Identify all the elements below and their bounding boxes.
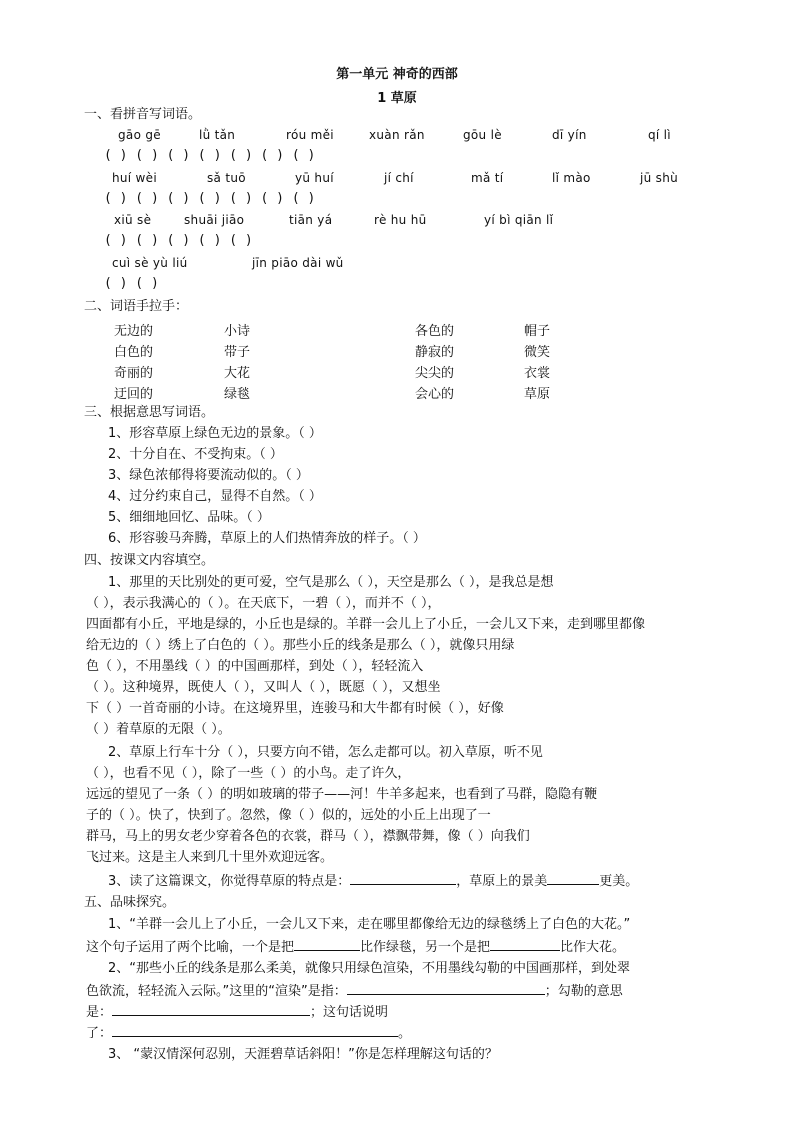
question-line: 3、 “蒙汉情深何忍别，天涯碧草话斜阳！”你是怎样理解这句话的？ [108,1047,498,1062]
question-text: 这个句子运用了两个比喻，一个是把 [86,940,295,955]
pinyin: mǎ tí [471,171,504,185]
pinyin: jū shù [640,171,679,185]
fill-line[interactable]: （ ），表示我满心的（ ）。在天底下，一碧（ ），而并不（ ）， [86,596,441,611]
answer-blanks[interactable]: ( ) ( ) ( ) ( ) ( ) ( ) ( ) [104,148,316,163]
question-text: 色欲流，轻轻流入云际。”这里的“渲染”是指： [86,984,347,999]
match-word[interactable]: 静寂的 [415,345,455,360]
match-word[interactable]: 各色的 [415,324,455,339]
definition-item[interactable]: 3、绿色浓郁得将要流动似的。（ ） [108,468,309,483]
question-text: 更美。 [599,874,639,889]
match-word[interactable]: 带子 [224,345,251,360]
fill-line[interactable]: （ ）着草原的无限（ ）。 [86,722,231,737]
section-5-heading: 五、品味探究。 [84,895,176,910]
match-word[interactable]: 衣裳 [524,366,551,381]
pinyin: qí lì [648,128,671,142]
match-word[interactable]: 大花 [224,366,251,381]
fill-line[interactable]: 2、草原上行车十分（ ），只要方向不错，怎么走都可以。初入草原，听不见 [108,745,543,760]
match-word[interactable]: 会心的 [415,387,455,402]
question-text: ；勾勒的意思 [544,984,623,999]
definition-item[interactable]: 6、形容骏马奔腾，草原上的人们热情奔放的样子。（ ） [108,531,426,546]
fill-line[interactable]: 给无边的（ ）绣上了白色的（ ）。那些小丘的线条是那么（ ），就像只用绿 [86,638,515,653]
pinyin: shuāi jiāo [184,213,245,227]
match-word[interactable]: 尖尖的 [415,366,455,381]
question-text: 了： [86,1026,113,1041]
unit-title: 第一单元 神奇的西部 [336,67,458,82]
definition-item[interactable]: 4、过分约束自己，显得不自然。（ ） [108,489,322,504]
match-word[interactable]: 迂回的 [114,387,154,402]
fill-line[interactable]: 远远的望见了一条（ ）的明如玻璃的带子——河！牛羊多起来，也看到了马群，隐隐有鞭 [86,787,598,802]
answer-blanks[interactable]: ( ) ( ) ( ) ( ) ( ) [104,233,253,248]
answer-underline[interactable] [294,937,360,951]
definition-item[interactable]: 2、十分自在、不受拘束。（ ） [108,447,283,462]
question-text: ；这句话说明 [310,1005,389,1020]
fill-line[interactable]: 子的（ ）。快了，快到了。忽然，像（ ）似的，远处的小丘上出现了一 [86,808,491,823]
pinyin: yí bì qiān lǐ [484,213,554,227]
question-text: 是： [86,1005,113,1020]
pinyin: gōu lè [463,128,502,142]
answer-underline[interactable] [112,1023,398,1037]
pinyin: lǜ tǎn [199,128,236,142]
pinyin: gāo gē [118,128,161,142]
fill-line: 四面都有小丘，平地是绿的，小丘也是绿的。羊群一会儿上了小丘，一会儿又下来，走到哪里都像 [86,617,646,632]
pinyin: sǎ tuō [207,171,246,185]
pinyin: huí wèi [112,171,157,185]
pinyin: lǐ mào [552,171,591,185]
fill-line[interactable]: （ ）。这种境界，既使人（ ），又叫人（ ），既愿（ ），又想坐 [86,680,441,695]
match-word[interactable]: 绿毯 [224,387,251,402]
section-1-heading: 一、看拼音写词语。 [84,107,202,122]
fill-line: 飞过来。这是主人来到几十里外欢迎远客。 [86,850,334,865]
answer-underline[interactable] [350,871,456,885]
pinyin: yū huí [295,171,334,185]
question-text: 。 [398,1026,412,1041]
fill-line[interactable]: 1、那里的天比别处的更可爱，空气是那么（ ），天空是那么（ ），是我总是想 [108,575,554,590]
fill-line[interactable] [108,871,638,891]
question-text: 3、读了这篇课文，你觉得草原的特点是： [108,874,351,889]
match-word[interactable]: 微笑 [524,345,551,360]
definition-item[interactable]: 1、形容草原上绿色无边的景象。（ ） [108,426,322,441]
answer-blanks[interactable]: ( ) ( ) [104,276,159,291]
match-word[interactable]: 帽子 [524,324,551,339]
definition-item[interactable]: 5、细细地回忆、品味。（ ） [108,510,270,525]
pinyin: rè hu hū [374,213,427,227]
question-line[interactable] [86,981,623,1001]
match-word[interactable]: 草原 [524,387,551,402]
pinyin: cuì sè yù liú [112,256,188,270]
pinyin: dī yín [552,128,587,142]
pinyin: róu měi [286,128,334,142]
question-line: 1、“羊群一会儿上了小丘，一会儿又下来，走在哪里都像给无边的绿毯绣上了白色的大花。” [108,917,631,932]
question-text: 比作绿毯，另一个是把 [360,940,491,955]
match-word[interactable]: 小诗 [224,324,251,339]
pinyin: jí chí [384,171,414,185]
pinyin: jīn piāo dài wǔ [252,256,344,270]
section-3-heading: 三、根据意思写词语。 [84,405,215,420]
fill-line[interactable]: 群马，马上的男女老少穿着各色的衣裳，群马（ ），襟飘带舞，像（ ）向我们 [86,829,530,844]
section-2-heading: 二、词语手拉手： [84,299,189,314]
answer-blanks[interactable]: ( ) ( ) ( ) ( ) ( ) ( ) ( ) [104,191,316,206]
fill-line[interactable]: 色（ ），不用墨线（ ）的中国画那样，到处（ ），轻轻流入 [86,659,424,674]
pinyin: xiū sè [114,213,152,227]
answer-underline[interactable] [490,937,560,951]
match-word[interactable]: 无边的 [114,324,154,339]
question-text: 比作大花。 [560,940,626,955]
answer-underline[interactable] [547,871,599,885]
pinyin: tiān yá [289,213,333,227]
fill-line[interactable]: 下（ ）一首奇丽的小诗。在这境界里，连骏马和大牛都有时候（ ），好像 [86,701,504,716]
question-line: 2、“那些小丘的线条是那么柔美，就像只用绿色渲染，不用墨线勾勒的中国画那样，到处翠 [108,961,631,976]
section-4-heading: 四、按课文内容填空。 [84,553,215,568]
match-word[interactable]: 白色的 [114,345,154,360]
answer-underline[interactable] [112,1002,310,1016]
answer-underline[interactable] [347,981,545,995]
fill-line[interactable]: （ ），也看不见（ ），除了一些（ ）的小鸟。走了许久， [86,766,411,781]
question-line[interactable] [86,1023,411,1043]
question-line[interactable] [86,1002,388,1022]
pinyin: xuàn rǎn [369,128,425,142]
question-text: ，草原上的景美 [456,874,548,889]
lesson-title: 1 草原 [377,91,417,106]
question-line[interactable] [86,937,625,957]
match-word[interactable]: 奇丽的 [114,366,154,381]
